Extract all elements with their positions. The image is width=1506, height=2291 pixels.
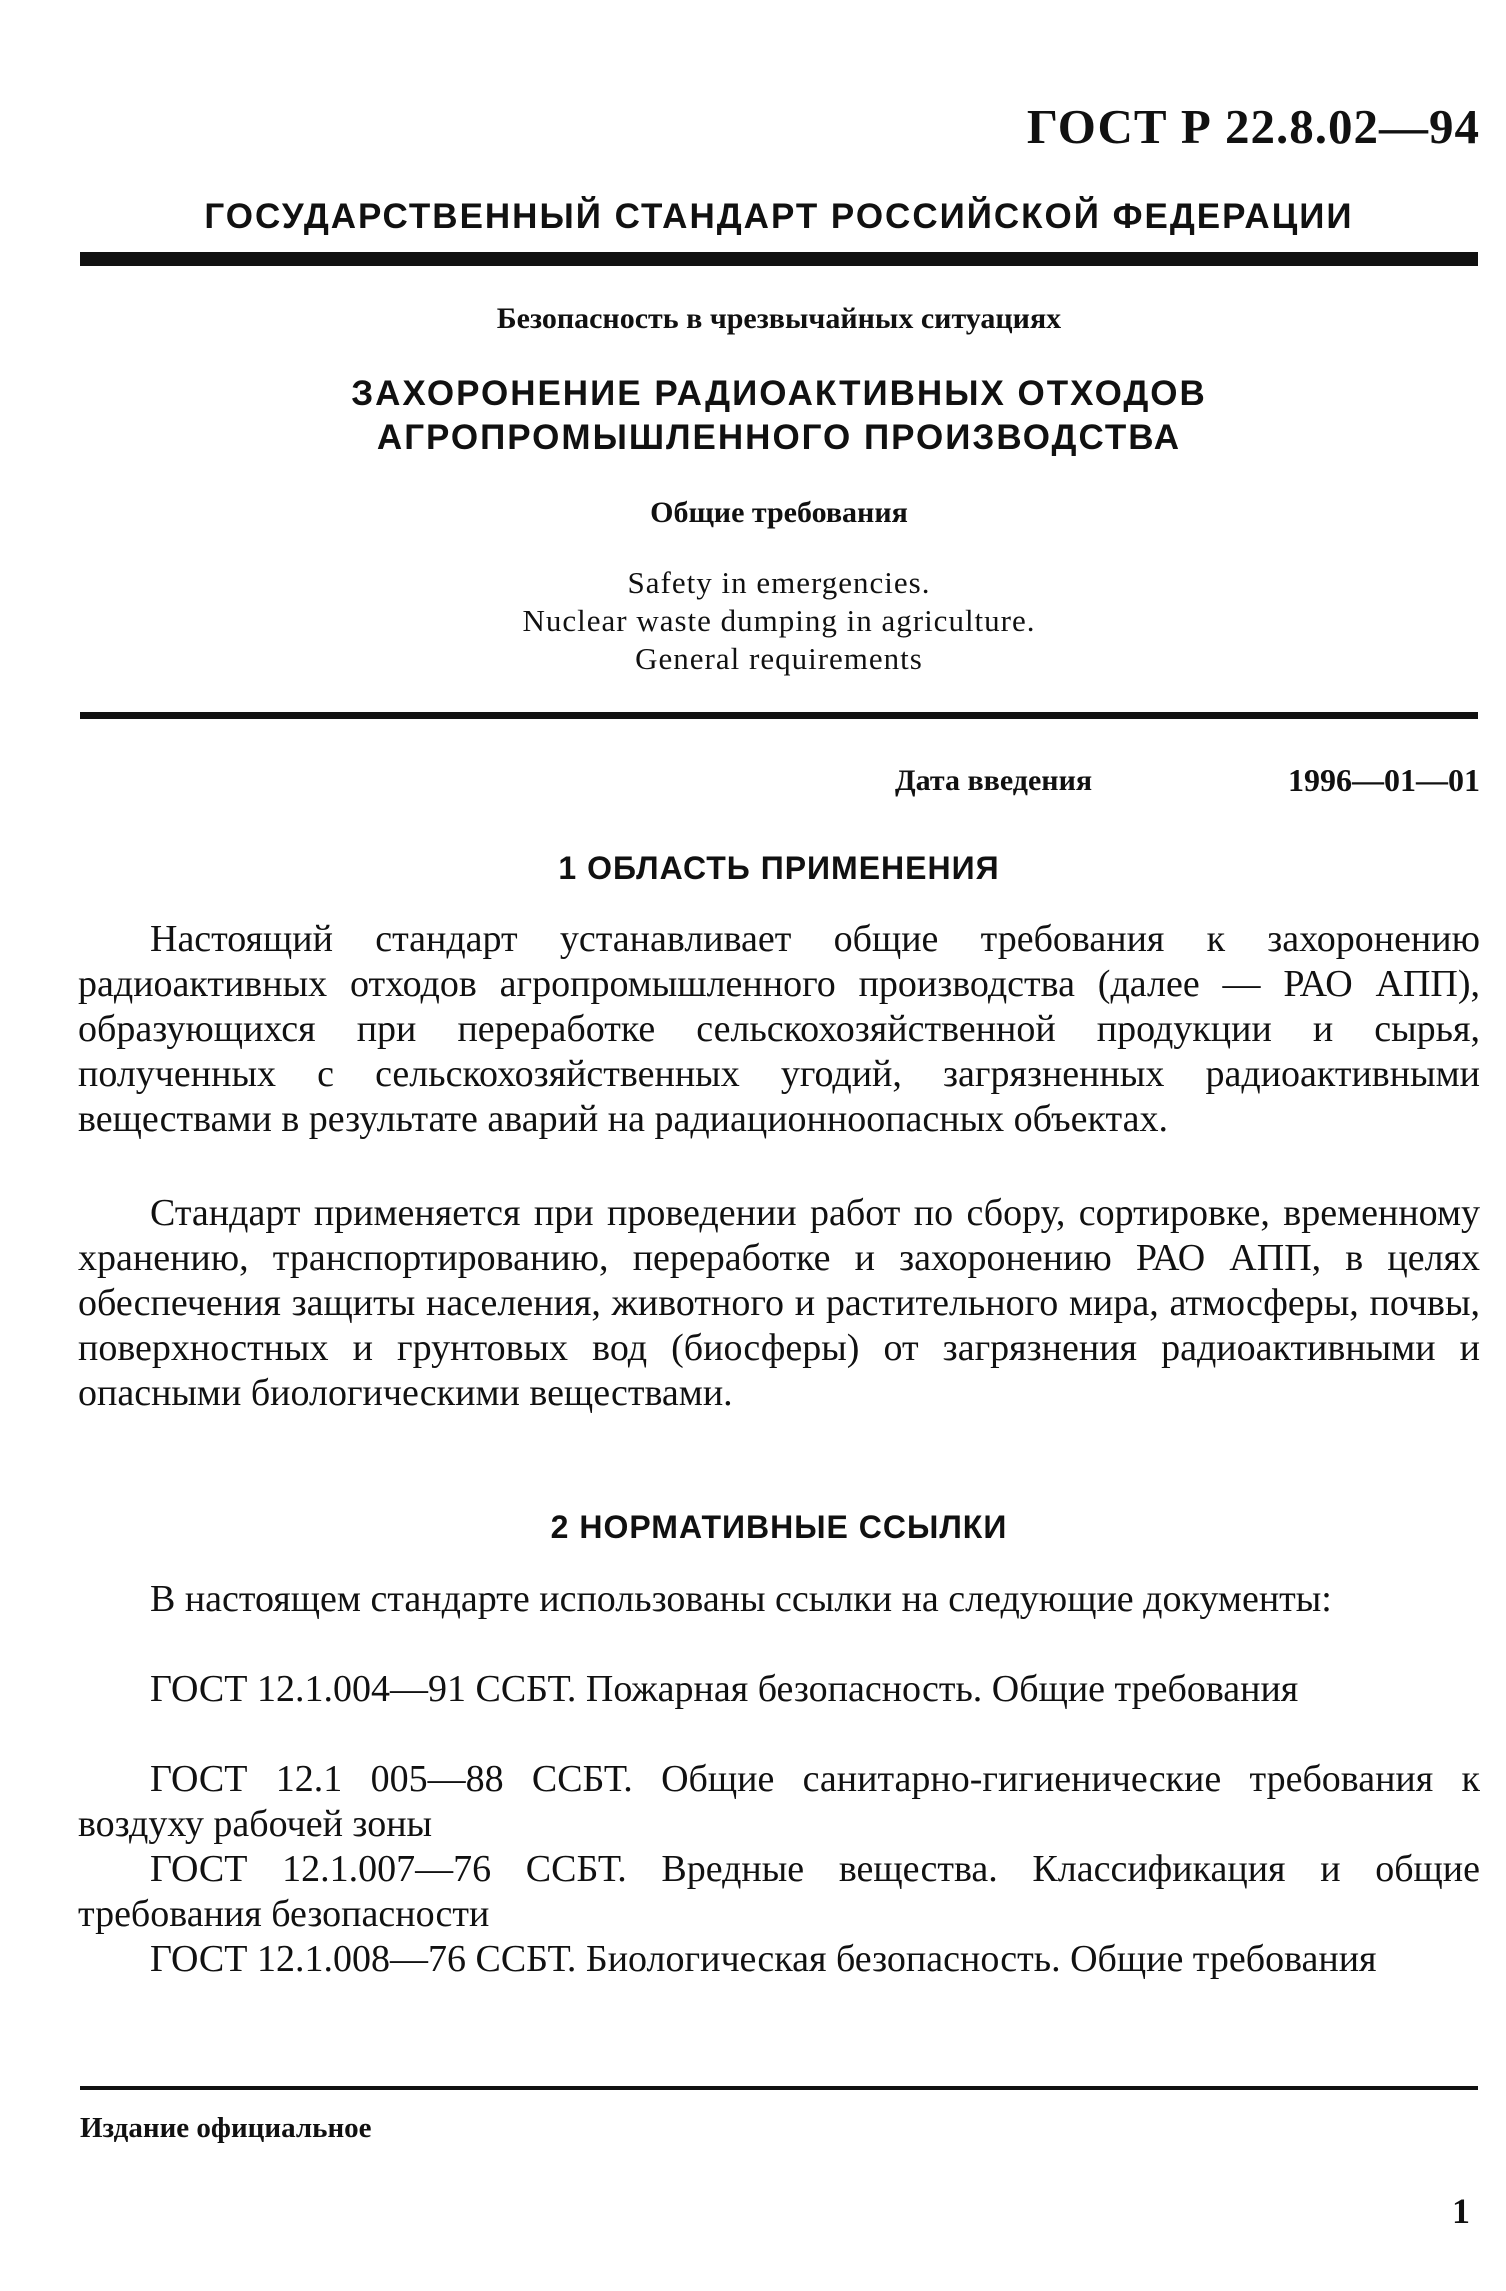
standard-header: ГОСУДАРСТВЕННЫЙ СТАНДАРТ РОССИЙСКОЙ ФЕДЕРАЦИИ (204, 197, 1354, 236)
english-title-line-2: Nuclear waste dumping in agriculture. (522, 603, 1036, 638)
page-number: 1 (1452, 2191, 1470, 2231)
reference-item: ГОСТ 12.1 005—88 ССБТ. Общие санитарно-гигиенические требования к воздуху рабочей зоны (78, 1758, 1480, 1845)
reference-item: ГОСТ 12.1.008—76 ССБТ. Биологическая безопасность. Общие требования (150, 1938, 1377, 1980)
scope-paragraph-2: Стандарт применяется при проведении работ по сбору, сортировке, временному хранению, транспортированию, переработке и захоронению РАО АПП, в целях обеспечения защиты населения, животного и растительного мира, атмосферы, почвы, поверхностных и грунтовых вод (биосферы) от загрязнения радиоактивными и опасными биологическими веществами. (78, 1192, 1480, 1414)
reference-item: ГОСТ 12.1.004—91 ССБТ. Пожарная безопасность. Общие требования (150, 1668, 1299, 1710)
date-value: 1996—01—01 (1288, 762, 1480, 798)
english-title-line-1: Safety in emergencies. (627, 565, 931, 600)
scope-paragraph-1: Настоящий стандарт устанавливает общие требования к захоронению радиоактивных отходов агропромышленного производства (далее — РАО АПП), образующихся при переработке сельскохозяйственной продукции и сырья, полученных с сельскохозяйственных угодий, загрязненных радиоактивными веществами в результате аварий на радиационноопасных объектах. (78, 918, 1480, 1140)
document-number: ГОСТ Р 22.8.02—94 (1026, 99, 1480, 154)
section-heading-references: 2 НОРМАТИВНЫЕ ССЫЛКИ (550, 1509, 1008, 1545)
english-title-line-3: General requirements (635, 641, 923, 676)
title-line-1: ЗАХОРОНЕНИЕ РАДИОАКТИВНЫХ ОТХОДОВ (351, 374, 1207, 413)
references-intro: В настоящем стандарте использованы ссылки на следующие документы: (150, 1578, 1332, 1620)
title-line-2: АГРОПРОМЫШЛЕННОГО ПРОИЗВОДСТВА (376, 418, 1182, 457)
document-subtitle: Общие требования (650, 496, 908, 529)
reference-item: ГОСТ 12.1.007—76 ССБТ. Вредные вещества. Классификация и общие требования безопасности (78, 1848, 1480, 1935)
edition-note: Издание официальное (80, 2112, 372, 2144)
section-heading-scope: 1 ОБЛАСТЬ ПРИМЕНЕНИЯ (558, 850, 1000, 886)
category-line: Безопасность в чрезвычайных ситуациях (496, 302, 1062, 335)
title-rule (80, 712, 1478, 719)
header-rule (80, 252, 1478, 266)
footer-rule (80, 2086, 1478, 2090)
date-label: Дата введения (895, 764, 1093, 797)
document-title (80, 372, 1478, 460)
english-title (80, 564, 1478, 678)
